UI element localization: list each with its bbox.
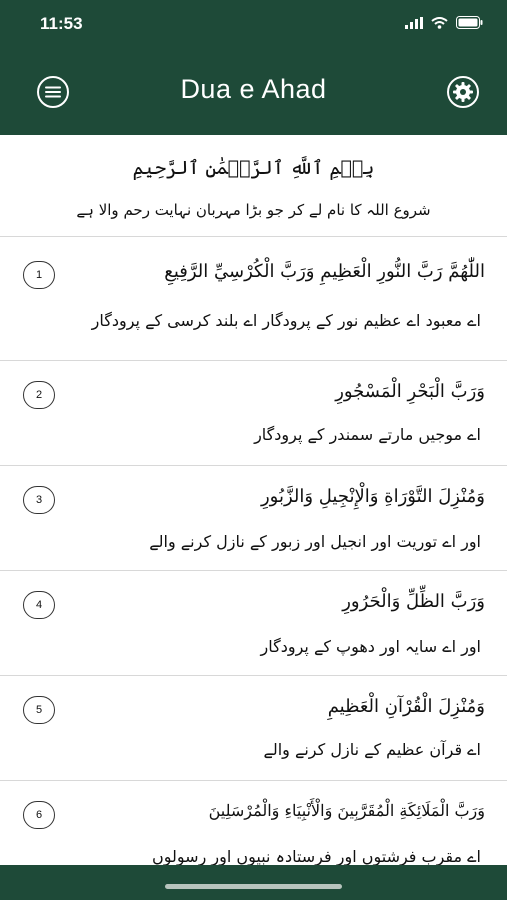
- verse-translation: اے قرآن عظیم کے نازل کرنے والے: [263, 740, 481, 759]
- page-title: Dua e Ahad: [180, 74, 327, 104]
- dua-item[interactable]: [0, 361, 507, 466]
- verse-number-badge: 4: [23, 591, 55, 619]
- bismillah-translation: شروع اللہ کا نام لے کر جو بڑا مہربان نہایت رحم والا ہے: [76, 201, 431, 219]
- verse-number-badge: 3: [23, 486, 55, 514]
- verse-arabic: وَرَبَّ الظِّلِّ وَالْحَرُورِ: [342, 591, 485, 612]
- verse-arabic: اللّٰهُمَّ رَبَّ النُّورِ الْعَظِيمِ وَرَبَّ الْكُرْسِيِّ الرَّفِيعِ: [164, 261, 485, 282]
- dua-list[interactable]: [0, 135, 507, 865]
- verse-arabic: وَرَبَّ الْبَحْرِ الْمَسْجُورِ: [335, 381, 485, 402]
- dua-item[interactable]: [0, 781, 507, 865]
- wifi-icon: [431, 17, 448, 29]
- verse-translation: اور اے سایہ اور دھوپ کے پرودگار: [260, 637, 481, 656]
- status-time: 11:53: [40, 14, 83, 33]
- settings-button[interactable]: [446, 75, 480, 109]
- home-indicator[interactable]: [165, 884, 342, 889]
- verse-number-badge: 2: [23, 381, 55, 409]
- bottom-bar: [0, 865, 507, 900]
- verse-arabic: وَمُنْزِلَ الْقُرْآنِ الْعَظِيمِ: [327, 696, 485, 717]
- verse-translation: اور اے توریت اور انجیل اور زبور کے نازل کرنے والے: [149, 532, 481, 551]
- gear-icon: [446, 75, 480, 109]
- dua-item[interactable]: [0, 466, 507, 571]
- verse-translation: اے معبود اے عظیم نور کے پرودگار اے بلند کرسی کے پرودگار: [91, 311, 481, 330]
- bismillah-arabic: بِسۡمِ ٱللَّهِ ٱلرَّحۡمَٰنِ ٱلرَّحِيمِ: [132, 157, 375, 179]
- app-header: [0, 0, 507, 135]
- verse-translation: اے مقرب فرشتوں اور فرستادہ نبیوں اور رسولوں: [152, 847, 481, 865]
- dua-item[interactable]: [0, 237, 507, 361]
- verse-arabic: وَمُنْزِلَ التَّوْرَاةِ وَالْإِنْجِيلِ وَالزَّبُورِ: [260, 486, 485, 507]
- dua-item[interactable]: [0, 676, 507, 781]
- battery-icon: [456, 16, 483, 29]
- verse-number-badge: 5: [23, 696, 55, 724]
- verse-number-badge: 1: [23, 261, 55, 289]
- status-icons: [405, 16, 483, 29]
- bismillah-section: [0, 135, 507, 237]
- verse-translation: اے موجیں مارتے سمندر کے پرودگار: [254, 425, 481, 444]
- signal-icon: [405, 17, 423, 29]
- verse-arabic: وَرَبَّ الْمَلَائِكَةِ الْمُقَرَّبِينَ وَالْأَنْبِيَاءِ وَالْمُرْسَلِينَ: [208, 801, 485, 820]
- verse-number-badge: 6: [23, 801, 55, 829]
- dua-item[interactable]: [0, 571, 507, 676]
